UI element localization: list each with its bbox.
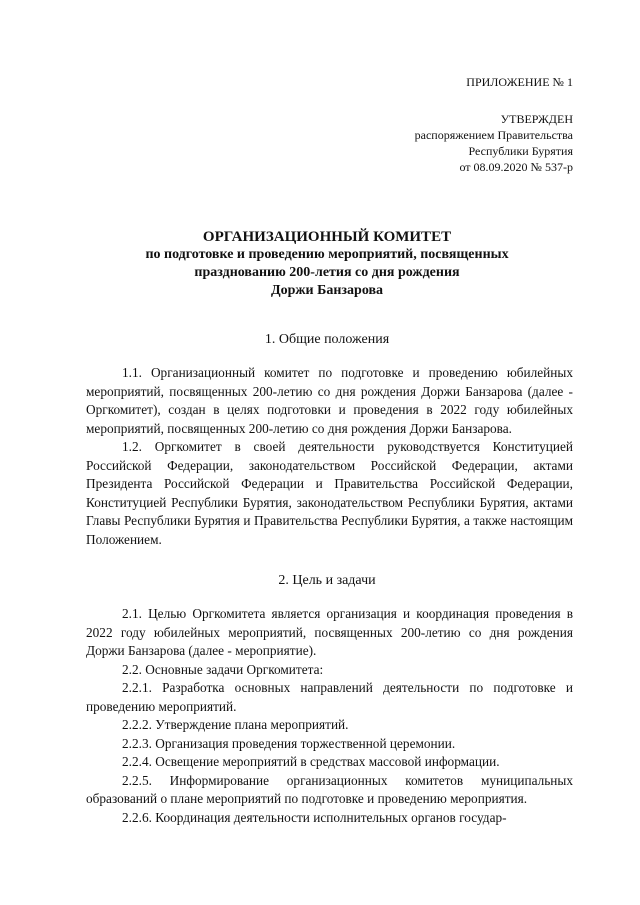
paragraph: 1.2. Оргкомитет в своей деятельности руководствуется Конституцией Российской Федерации, законодательством Российской Федерации, актами Президента Российской Федерации и Правительства Российской Федерации, Конституцией Республики Бурятия, законодательством Республики Бурятия, актами Главы Республики Бурятия и Правительства Республики Бурятия, а также настоящим Положением. [86,439,573,547]
paragraph: 2.2.5. Информирование организационных комитетов муниципальных образований о плане мероприятий по подготовке и проведению мероприятия. [86,772,573,806]
approval-line: Республики Бурятия [468,144,573,158]
section-body-goals [86,605,573,827]
approval-date: от 08.09.2020 № 537-р [459,160,573,174]
title-line: по подготовке и проведению мероприятий, посвященных [145,247,509,262]
title-line: празднованию 200-летия со дня рождения [194,265,460,280]
paragraph: 2.2.2. Утверждение плана мероприятий. [122,717,349,732]
title-line: ОРГАНИЗАЦИОННЫЙ КОМИТЕТ [202,229,452,245]
paragraph: 2.2.1. Разработка основных направлений деятельности по подготовке и проведению мероприятий. [86,680,573,714]
section-body-general [86,364,573,549]
paragraph: 2.2. Основные задачи Оргкомитета: [122,661,324,677]
paragraph: 2.2.4. Освещение мероприятий в средствах массовой информации. [122,754,500,769]
title-line: Доржи Банзарова [270,283,384,298]
approval-stamp [415,111,573,175]
appendix-label: ПРИЛОЖЕНИЕ № 1 [466,75,573,89]
document-title [66,228,588,300]
paragraph: 2.2.6. Координация деятельности исполнительных органов государ- [122,809,507,825]
approval-line: распоряжением Правительства [414,128,573,142]
approval-status: УТВЕРЖДЕН [500,112,573,126]
paragraph: 2.1. Целью Оргкомитета является организация и координация проведения в 2022 году юбилейных мероприятий, посвященных 200-летию со дня рождения Доржи Банзарова (далее - мероприятие). [86,606,573,658]
section-heading-general: 1. Общие положения [264,332,390,347]
paragraph: 1.1. Организационный комитет по подготовке и проведению юбилейных мероприятий, посвященных 200-летию со дня рождения Доржи Банзарова (далее - Оргкомитет), создан в целях подготовки и проведения в 2022 году юбилейных мероприятий, посвященных 200-летию со дня рождения Доржи Банзарова. [86,365,573,436]
paragraph: 2.2.3. Организация проведения торжественной церемонии. [122,735,456,751]
section-heading-goals: 2. Цель и задачи [278,573,376,588]
